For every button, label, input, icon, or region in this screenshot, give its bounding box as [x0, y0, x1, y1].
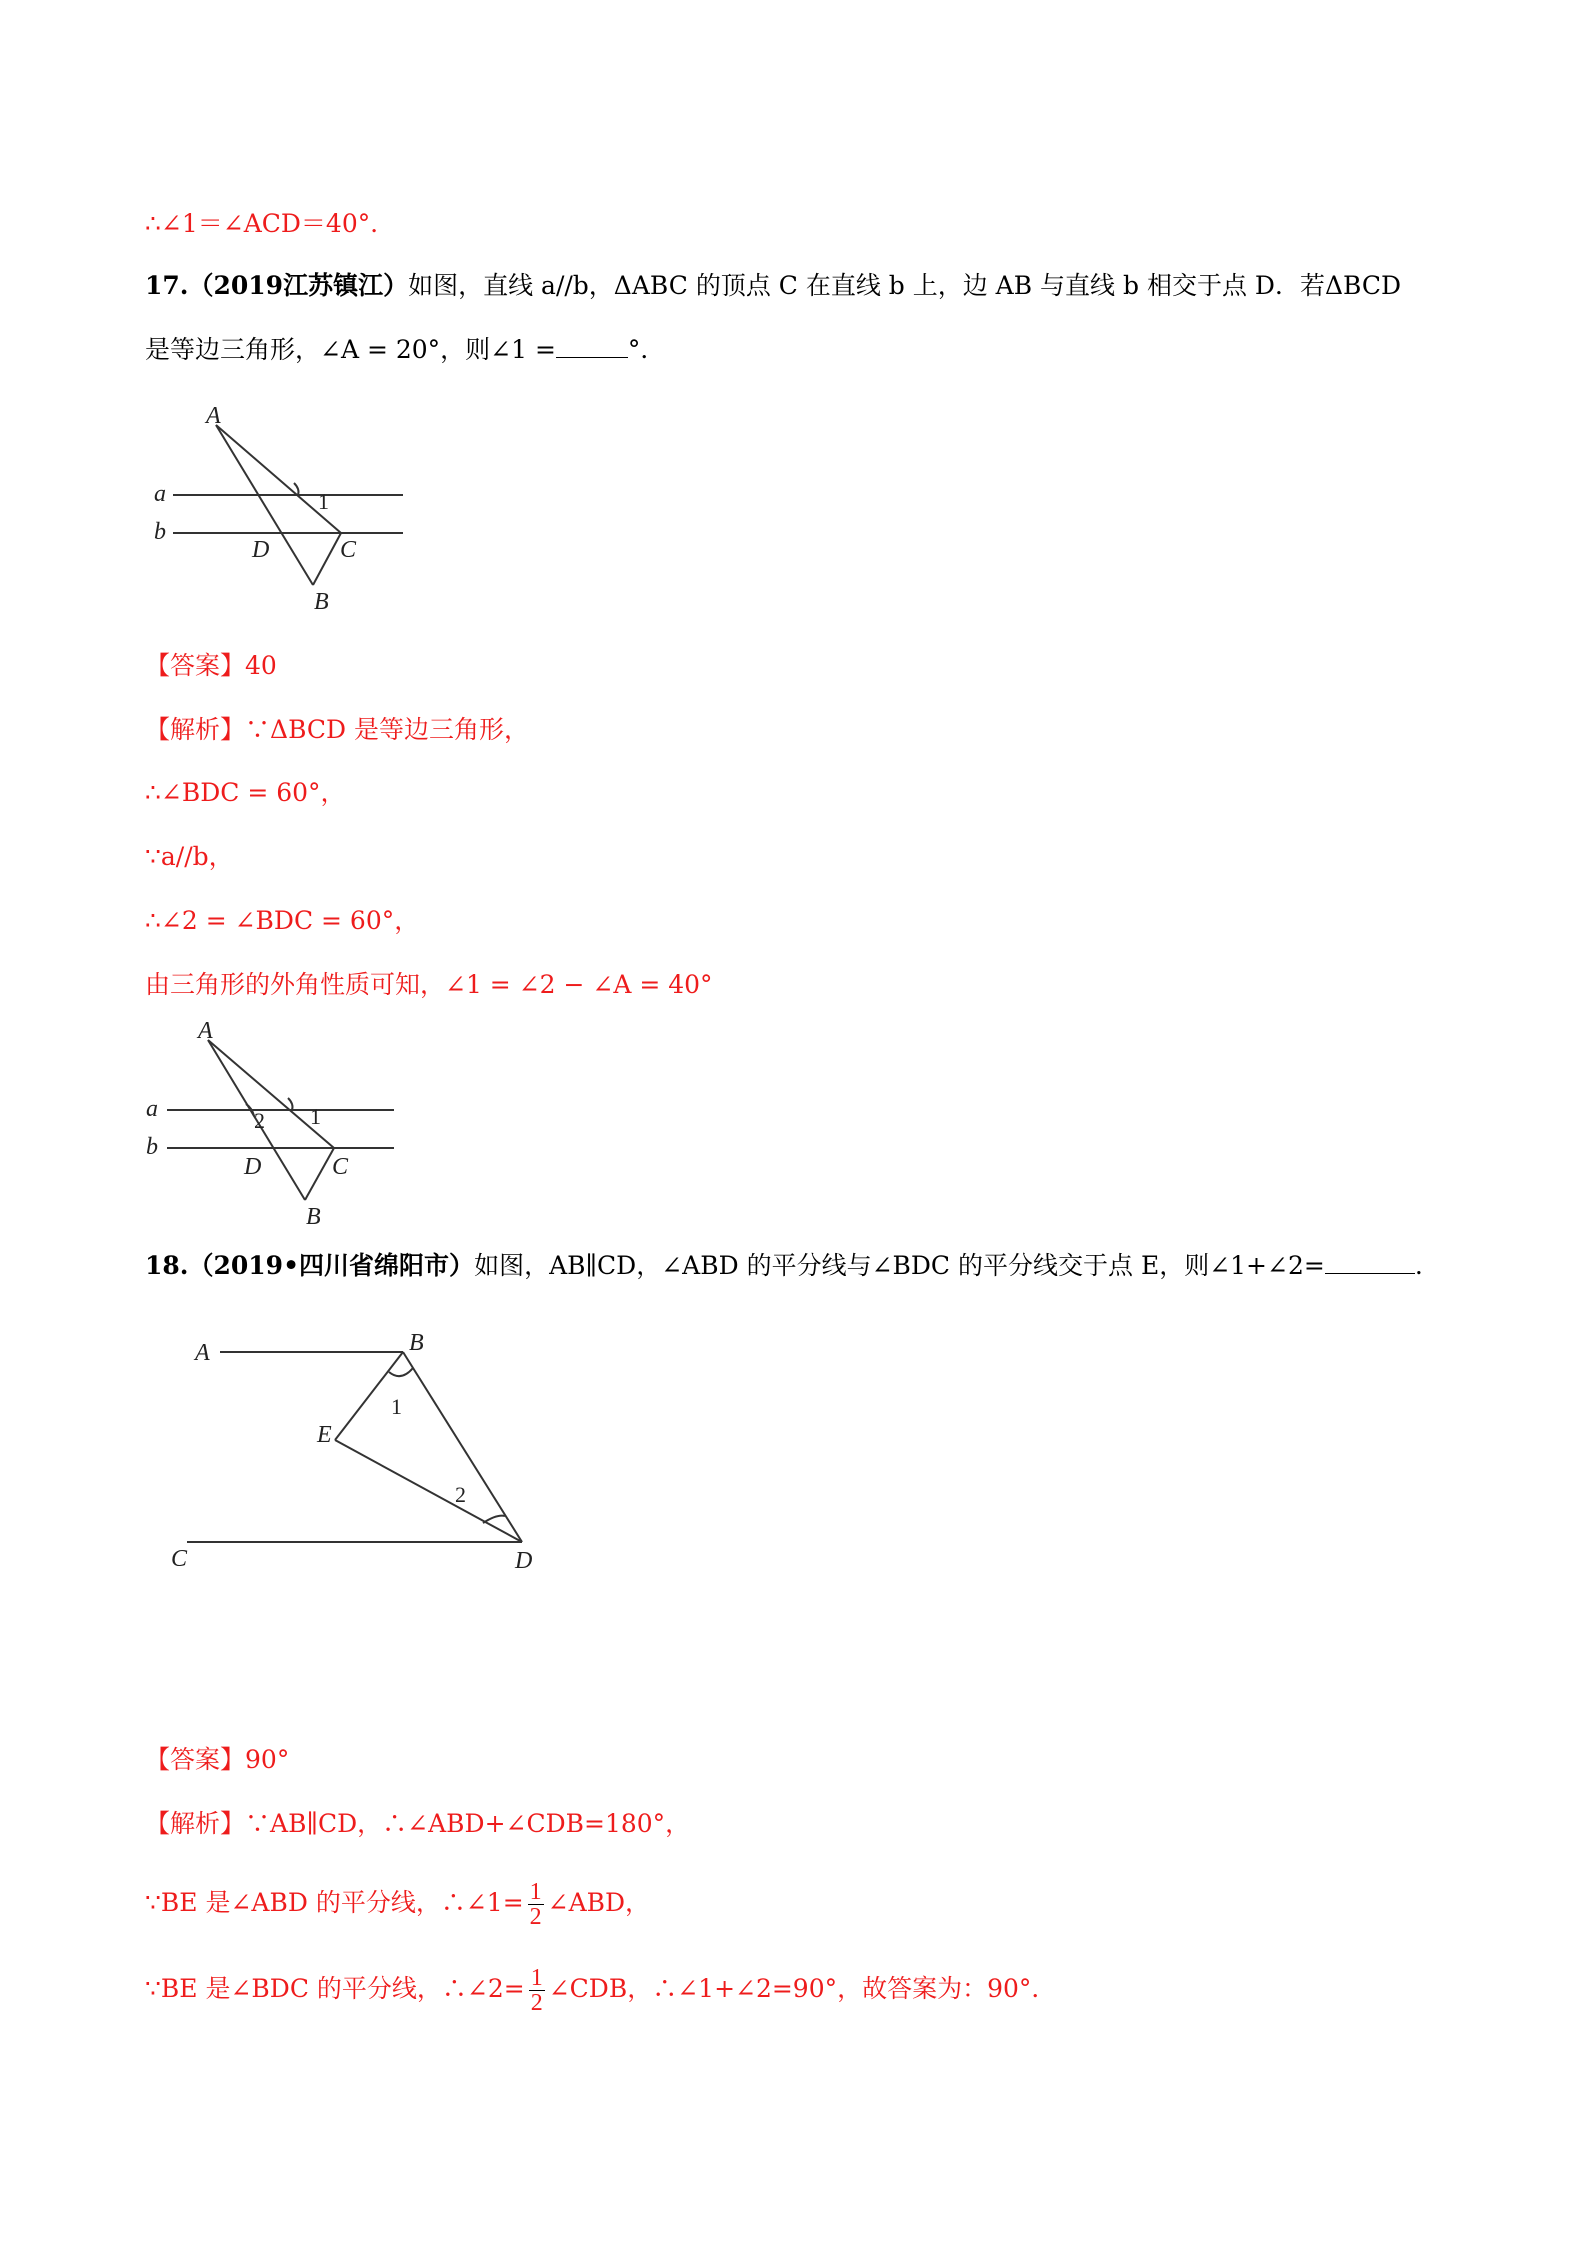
fraction-numerator: 1 [530, 1965, 543, 1991]
label-D: D [515, 1548, 533, 1574]
q18-statement [145, 1248, 1423, 1284]
analysis-step: ∠CDB，∴∠1+∠2=90°，故答案为：90°． [548, 1974, 1057, 2003]
label-A: A [206, 405, 221, 429]
q17-text2: 是等边三角形，∠A = 20°，则∠1 = [145, 335, 556, 364]
q17-number: 17. [145, 271, 189, 300]
label-E: E [317, 1422, 332, 1448]
analysis-step: ∵BE 是∠BDC 的平分线，∴∠2= [145, 1974, 525, 2003]
analysis-tag: 【解析】 [145, 1809, 246, 1838]
q18-figure [165, 1318, 565, 1578]
label-B: B [306, 1204, 321, 1230]
answer-value: 40 [245, 651, 277, 680]
label-C: C [340, 537, 357, 563]
analysis-step: ∵BE 是∠ABD 的平分线，∴∠1= [145, 1888, 524, 1917]
q18-text: 如图，AB∥CD，∠ABD 的平分线与∠BDC 的平分线交于点 E，则∠1+∠2= [474, 1251, 1325, 1280]
fraction-numerator: 1 [529, 1879, 542, 1905]
segment-ed [335, 1440, 522, 1542]
q17-text: 如图，直线 a//b，ΔABC 的顶点 C 在直线 b 上，边 AB 与直线 b 相交于点 D．若ΔBCD [408, 271, 1402, 300]
analysis-step: ∵AB∥CD，∴∠ABD+∠CDB=180°， [245, 1809, 691, 1838]
label-1: 1 [318, 489, 329, 514]
angle-2-arc [483, 1516, 505, 1523]
segment-cb [313, 533, 341, 585]
q17-statement-line1 [145, 268, 1401, 304]
label-2: 2 [254, 1108, 265, 1133]
q17-statement-line2 [145, 332, 665, 368]
segment-ac [216, 425, 341, 533]
fraction-half [529, 1966, 545, 2015]
segment-ac [208, 1040, 334, 1148]
q17-text2-end: °． [627, 335, 666, 364]
label-1: 1 [310, 1104, 321, 1129]
q18-analysis-3 [145, 1966, 1056, 2015]
label-b: b [146, 1134, 158, 1160]
q17-analysis-5: 由三角形的外角性质可知，∠1 = ∠2 − ∠A = 40° [145, 970, 713, 999]
q17-analysis-3: ∵a//b， [145, 842, 234, 871]
q18-answer-blank [1325, 1251, 1415, 1274]
q17-figure-2 [142, 1018, 402, 1233]
previous-conclusion: ∴∠1＝∠ACD＝40°． [145, 209, 396, 238]
segment-bd [403, 1352, 522, 1542]
answer-tag: 【答案】 [145, 1745, 246, 1774]
q17-source: （2019江苏镇江） [188, 271, 409, 300]
label-C: C [332, 1154, 349, 1180]
label-A: A [195, 1340, 210, 1366]
analysis-step: ∠ABD， [547, 1888, 651, 1917]
label-a: a [154, 481, 166, 507]
analysis-tag: 【解析】 [145, 715, 246, 744]
angle-1-arc [389, 1368, 413, 1376]
q17-analysis-4: ∴∠2 = ∠BDC = 60°， [145, 906, 420, 935]
q17-analysis-2: ∴∠BDC = 60°， [145, 778, 346, 807]
q17-figure [148, 405, 408, 620]
label-1: 1 [391, 1394, 402, 1419]
label-C: C [171, 1546, 188, 1572]
label-B: B [314, 589, 329, 615]
q18-source: （2019•四川省绵阳市） [188, 1251, 475, 1280]
q18-analysis-1 [145, 1806, 690, 1842]
label-A: A [198, 1018, 213, 1044]
answer-tag: 【答案】 [145, 651, 246, 680]
q17-answer [145, 648, 277, 684]
q18-analysis-2 [145, 1880, 650, 1929]
label-2: 2 [455, 1482, 466, 1507]
label-B: B [409, 1330, 424, 1356]
fraction-denominator: 2 [530, 1990, 543, 2016]
q18-answer [145, 1742, 289, 1778]
analysis-step: ∵ΔBCD 是等边三角形， [245, 715, 530, 744]
q17-analysis-1 [145, 712, 529, 748]
label-a: a [146, 1096, 158, 1122]
q18-text-end: . [1414, 1251, 1423, 1280]
q18-number: 18. [145, 1251, 189, 1280]
fraction-half [528, 1880, 544, 1929]
fraction-denominator: 2 [529, 1904, 542, 1930]
segment-cb [305, 1148, 334, 1200]
answer-value: 90° [245, 1745, 290, 1774]
label-D: D [252, 537, 270, 563]
q17-answer-blank [556, 335, 628, 358]
label-b: b [154, 519, 166, 545]
label-D: D [244, 1154, 262, 1180]
